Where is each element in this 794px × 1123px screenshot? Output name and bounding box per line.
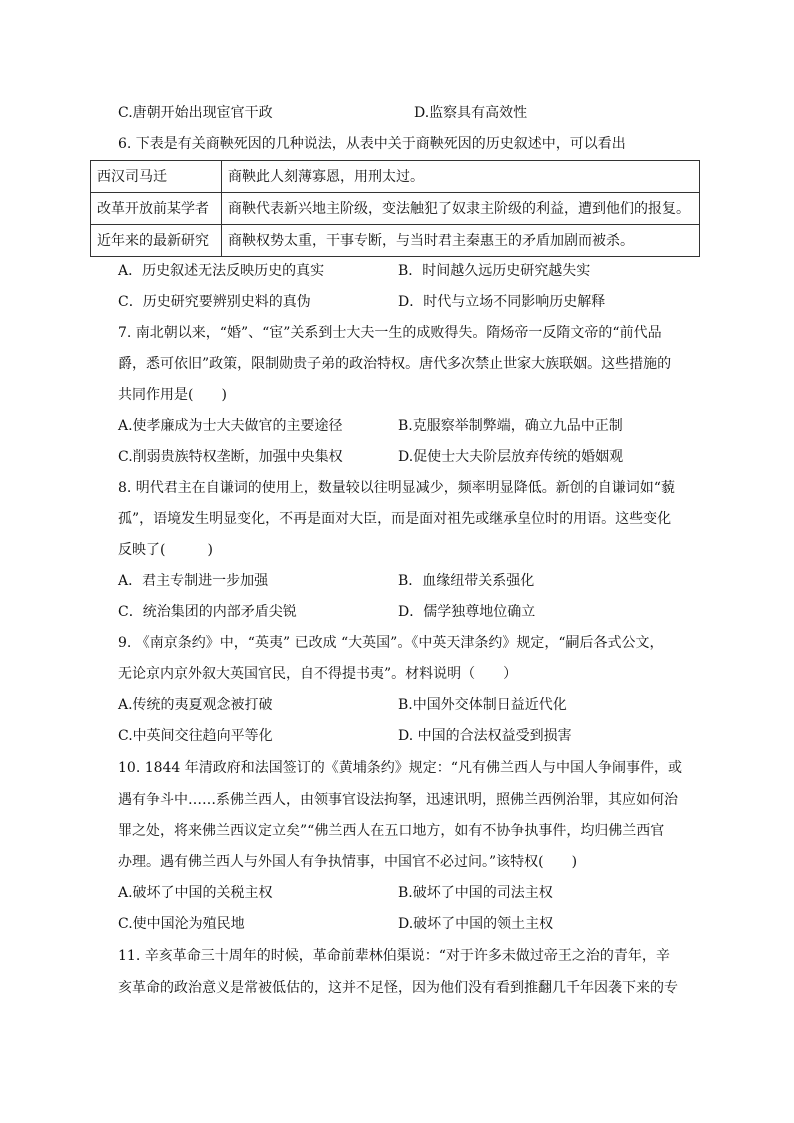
- q8-line-1: 8. 明代君主在自谦词的使用上，数量较以往明显减少，频率明显降低。新创的自谦词如“藐: [118, 480, 675, 496]
- q9-option-a: A.传统的夷夏观念被打破: [118, 697, 273, 713]
- q9-option-b: B.中国外交体制日益近代化: [398, 697, 567, 713]
- q7-option-c: C.削弱贵族特权垄断，加强中央集权: [118, 449, 343, 465]
- q11-line-1: 11. 辛亥革命三十周年的时候，革命前辈林伯渠说：“对于许多未做过帝王之治的青年，辛: [118, 948, 670, 964]
- q10-option-b: B.破坏了中国的司法主权: [398, 885, 553, 901]
- q9-option-d: D. 中国的合法权益受到损害: [398, 728, 572, 744]
- table-cell-source: 西汉司马迁: [91, 161, 222, 193]
- q7-option-a: A.使孝廉成为士大夫做官的主要途径: [118, 418, 343, 434]
- q9-line-2: 无论京内京外叙大英国官民，自不得提书夷”。材料说明（ ）: [118, 666, 518, 682]
- q7-option-b: B.克服察举制弊端，确立九品中正制: [398, 418, 623, 434]
- q9-option-c: C.中英间交往趋向平等化: [118, 728, 273, 744]
- q8-option-c: C．统治集团的内部矛盾尖锐: [118, 604, 297, 620]
- table-cell-source: 近年来的最新研究: [91, 225, 222, 257]
- q8-option-d: D．儒学独尊地位确立: [398, 604, 536, 620]
- table-cell-content: 商鞅权势太重，干事专断，与当时君主秦惠王的矛盾加剧而被杀。: [222, 225, 700, 257]
- q10-option-d: D.破坏了中国的领土主权: [398, 916, 554, 932]
- q8-line-3: 反映了( ): [118, 542, 213, 558]
- q7-line-3: 共同作用是( ): [118, 387, 227, 403]
- q10-line-3: 罪之处，将来佛兰西议定立矣”“佛兰西人在五口地方，如有不协争执事件，均归佛兰西官: [118, 823, 665, 839]
- q6-option-c: C．历史研究要辨别史料的真伪: [118, 294, 311, 310]
- q8-option-b: B．血缘纽带关系强化: [398, 573, 535, 589]
- q10-option-a: A.破坏了中国的关税主权: [118, 885, 273, 901]
- q10-line-1: 10. 1844 年清政府和法国签订的《黄埔条约》规定：“凡有佛兰西人与中国人争闹事件，或: [118, 760, 682, 776]
- q5-option-d: D.监察具有高效性: [414, 105, 528, 121]
- table-cell-content: 商鞅代表新兴地主阶级，变法触犯了奴隶主阶级的利益，遭到他们的报复。: [222, 193, 700, 225]
- q6-table: [90, 160, 700, 257]
- q11-line-2: 亥革命的政治意义是常被低估的，这并不足怪，因为他们没有看到推翻几千年因袭下来的专: [118, 980, 678, 996]
- q5-option-c: C.唐朝开始出现宦官干政: [118, 105, 273, 121]
- table-row: [91, 225, 700, 257]
- q7-line-1: 7. 南北朝以来，“婚”、“宦”关系到士大夫一生的成败得失。隋炀帝一反隋文帝的“前代品: [118, 325, 662, 341]
- q8-option-a: A．君主专制进一步加强: [118, 573, 269, 589]
- table-cell-source: 改革开放前某学者: [91, 193, 222, 225]
- q7-line-2: 爵，悉可依旧”政策，限制勋贵子弟的政治特权。唐代多次禁止世家大族联姻。这些措施的: [118, 356, 672, 372]
- q6-stem: 6. 下表是有关商鞅死因的几种说法，从表中关于商鞅死因的历史叙述中，可以看出: [118, 136, 626, 152]
- q6-option-d: D．时代与立场不同影响历史解释: [398, 294, 606, 310]
- q8-line-2: 孤”，语境发生明显变化，不再是面对大臣，而是面对祖先或继承皇位时的用语。这些变化: [118, 511, 672, 527]
- q7-option-d: D.促使士大夫阶层放弃传统的婚姻观: [398, 449, 624, 465]
- table-row: [91, 161, 700, 193]
- table-cell-content: 商鞅此人刻薄寡恩，用刑太过。: [222, 161, 700, 193]
- table-row: [91, 193, 700, 225]
- q10-line-4: 办理。遇有佛兰西人与外国人有争执情事，中国官不必过问。”该特权( ): [118, 854, 578, 870]
- q6-option-b: B．时间越久远历史研究越失实: [398, 263, 591, 279]
- q9-line-1: 9. 《南京条约》中，“英夷” 已改成 “大英国”。《中英天津条约》规定，“嗣后各式公文，: [118, 635, 664, 651]
- q10-line-2: 遇有争斗中……系佛兰西人，由领事官设法拘拏，迅速讯明，照佛兰西例治罪，其应如何治: [118, 792, 678, 808]
- q10-option-c: C.使中国沦为殖民地: [118, 916, 245, 932]
- q6-option-a: A．历史叙述无法反映历史的真实: [118, 263, 325, 279]
